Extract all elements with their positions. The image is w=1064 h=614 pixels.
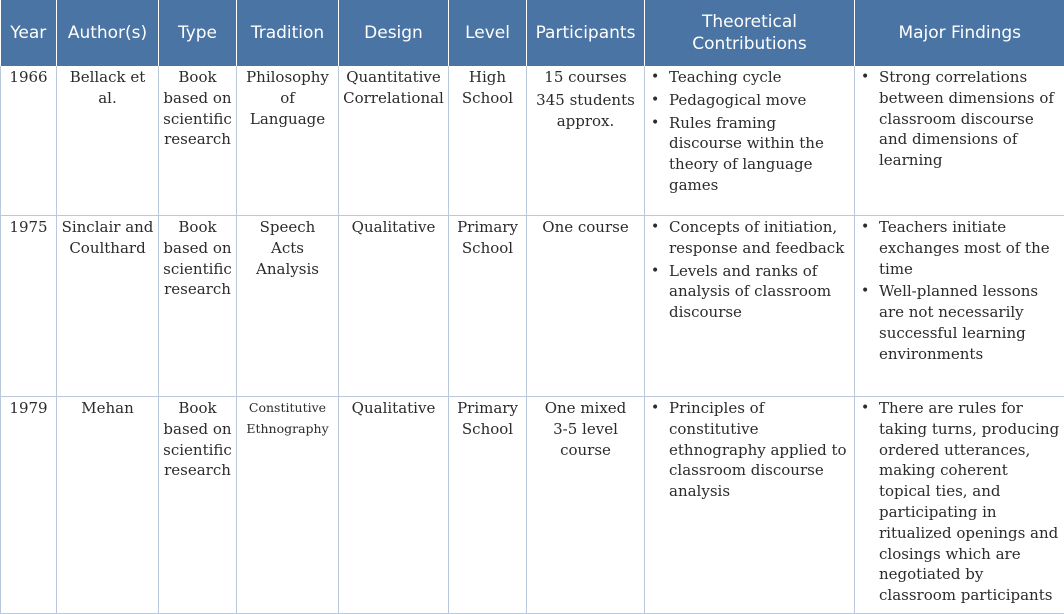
header-authors: Author(s) <box>57 0 159 66</box>
findings-list <box>859 67 1060 171</box>
list-item: • Teaching cycle <box>649 67 850 88</box>
list-item: • There are rules for taking turns, producing ordered utterances, making coherent topical ties, and participating in ritualized openings and closings which are negotiated by classroom participants <box>859 398 1060 606</box>
cell-design: Qualitative <box>339 397 449 614</box>
table-row <box>1 216 1064 397</box>
list-item: • Principles of constitutive ethnography applied to classroom discourse analysis <box>649 398 850 502</box>
participants-line: One course <box>531 217 640 238</box>
cell-authors: Bellack et al. <box>57 66 159 216</box>
list-item: • Concepts of initiation, response and feedback <box>649 217 850 259</box>
cell-findings <box>855 66 1064 216</box>
cell-design: Qualitative <box>339 216 449 397</box>
list-item: • Pedagogical move <box>649 90 850 111</box>
cell-authors: Sinclair and Coulthard <box>57 216 159 397</box>
header-tradition: Tradition <box>237 0 339 66</box>
cell-design: Quantitative Correlational <box>339 66 449 216</box>
header-findings: Major Findings <box>855 0 1064 66</box>
header-row <box>1 0 1064 66</box>
header-participants: Participants <box>527 0 645 66</box>
cell-theoretical <box>645 66 855 216</box>
header-design: Design <box>339 0 449 66</box>
header-theoretical: Theoretical Contributions <box>645 0 855 66</box>
cell-tradition: Constitutive Ethnography <box>237 397 339 614</box>
cell-type: Book based on scientific research <box>159 66 237 216</box>
cell-tradition: Philosophy of Language <box>237 66 339 216</box>
cell-level: High School <box>449 66 527 216</box>
list-item: • Well-planned lessons are not necessarily successful learning environments <box>859 281 1060 364</box>
list-item: • Rules framing discourse within the theory of language games <box>649 113 850 196</box>
cell-tradition: Speech Acts Analysis <box>237 216 339 397</box>
cell-level: Primary School <box>449 397 527 614</box>
table-row <box>1 397 1064 614</box>
cell-theoretical <box>645 216 855 397</box>
cell-level: Primary School <box>449 216 527 397</box>
list-item: • Teachers initiate exchanges most of the time <box>859 217 1060 279</box>
cell-findings <box>855 216 1064 397</box>
participants-line: One mixed 3-5 level course <box>541 398 630 460</box>
participants-line: 345 students approx. <box>531 90 640 132</box>
header-level: Level <box>449 0 527 66</box>
cell-theoretical <box>645 397 855 614</box>
cell-authors: Mehan <box>57 397 159 614</box>
findings-list <box>859 398 1060 606</box>
cell-participants <box>527 216 645 397</box>
header-type: Type <box>159 0 237 66</box>
table-row <box>1 66 1064 216</box>
cell-year: 1975 <box>1 216 57 397</box>
header-year: Year <box>1 0 57 66</box>
theoretical-list <box>649 67 850 196</box>
theoretical-list <box>649 398 850 502</box>
findings-list <box>859 217 1060 365</box>
cell-participants <box>527 66 645 216</box>
participants-line: 15 courses <box>531 67 640 88</box>
cell-findings <box>855 397 1064 614</box>
list-item: • Strong correlations between dimensions of classroom discourse and dimensions of learning <box>859 67 1060 171</box>
cell-type: Book based on scientific research <box>159 397 237 614</box>
cell-type: Book based on scientific research <box>159 216 237 397</box>
theoretical-list <box>649 217 850 323</box>
cell-year: 1966 <box>1 66 57 216</box>
cell-year: 1979 <box>1 397 57 614</box>
list-item: • Levels and ranks of analysis of classroom discourse <box>649 261 850 323</box>
cell-participants <box>527 397 645 614</box>
